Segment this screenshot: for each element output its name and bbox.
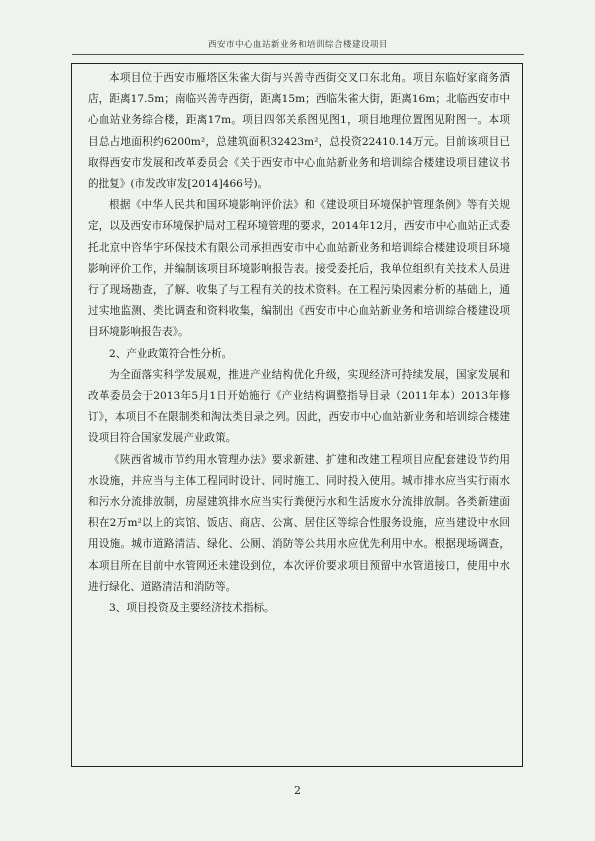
- paragraph-industrial-policy: 为全面落实科学发展观，推进产业结构优化升级，实现经济可持续发展，国家发展和改革委员会于2013年5月1日开始施行《产业结构调整指导目录（2011年本）2013年修订》，本项目不在限制类和淘汰类目录之列。因此，西安市中心血站新业务和培训综合楼建设项目符合国家发展产业政策。: [88, 368, 510, 445]
- section-heading-investment: 3、项目投资及主要经济技术指标。: [109, 602, 275, 615]
- page-number: 2: [294, 784, 301, 797]
- body-text: [88, 68, 510, 619]
- section-heading-industrial-policy: 2、产业政策符合性分析。: [109, 347, 233, 360]
- paragraph-water-saving: 《陕西省城市节约用水管理办法》要求新建、扩建和改建工程项目应配套建设节约用水设施，并应当与主体工程同时设计、同时施工、同时投入使用。城市排水应当实行雨水和污水分流排放制，房屋建筑排水应当实行粪便污水和生活废水分流排放制。各类新建面积在2万m²以上的宾馆、饭店、商店、公寓、居住区等综合性服务设施，应当建设中水回用设施。城市道路清洁、绿化、公厕、消防等公共用水应优先利用中水。根据现场调查，本项目所在目前中水管网还未建设到位，本次评价要求项目预留中水管道接口，使用中水进行绿化、道路清洁和消防等。: [88, 453, 510, 593]
- header-rule: [72, 54, 524, 55]
- paragraph-commission: 根据《中华人民共和国环境影响评价法》和《建设项目环境保护管理条例》等有关规定，以及西安市环境保护局对工程环境管理的要求，2014年12月，西安市中心血站正式委托北京中咨华宇环保技术有限公司承担西安市中心血站新业务和培训综合楼建设项目环境影响评价工作，并编制该项目环境影响报告表。接受委托后，我单位组织有关技术人员进行了现场勘查，了解、收集了与工程有关的技术资料。在工程污染因素分析的基础上，通过实地监测、类比调查和资料收集，编制出《西安市中心血站新业务和培训综合楼建设项目环境影响报告表》。: [88, 199, 510, 339]
- paragraph-location: 本项目位于西安市雁塔区朱雀大街与兴善寺西街交叉口东北角。项目东临好家商务酒店，距离17.5m；南临兴善寺西街，距离15m；西临朱雀大街，距离16m；北临西安市中心血站业务综合楼，距离17m。项目四邻关系图见图1，项目地理位置图见附图一。本项目总占地面积约6200m²，总建筑面积32423m²，总投资22410.14万元。目前该项目已取得西安市发展和改革委员会《关于西安市中心血站新业务和培训综合楼建设项目建议书的批复》(市发改审发[2014]466号)。: [88, 72, 510, 191]
- running-header: 西安市中心血站新业务和培训综合楼建设项目: [207, 40, 388, 50]
